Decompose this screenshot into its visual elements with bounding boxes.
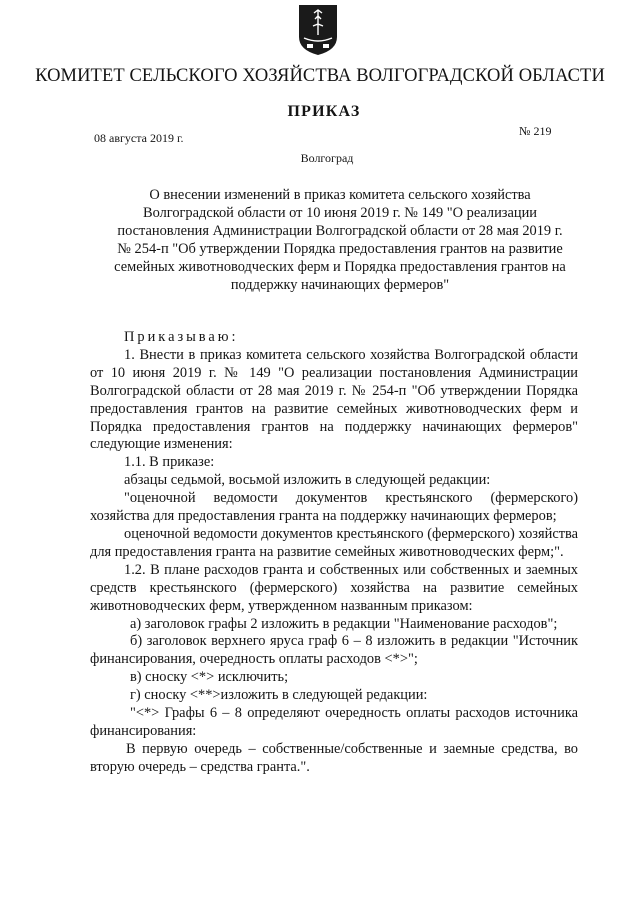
paragraph-1-1: 1.1. В приказе: <box>124 454 215 471</box>
paragraph-1-1-intro: абзацы седьмой, восьмой изложить в следующей редакции: <box>124 472 491 489</box>
quoted-item-1: "оценочной ведомости документов крестьянского (фермерского) хозяйства для предоставления гранта на поддержку начинающих фермеров; <box>90 490 578 525</box>
order-directive: Приказываю: <box>124 329 239 345</box>
order-subject <box>105 186 575 294</box>
subject-line: Волгоградской области от 10 июня 2019 г. № 149 "О реализации <box>143 205 537 221</box>
subject-line: О внесении изменений в приказ комитета сельского хозяйства <box>149 187 531 203</box>
subject-line: № 254-п "Об утверждении Порядка предоставления грантов на развитие <box>117 241 563 257</box>
subject-line: семейных животноводческих ферм и Порядка предоставления грантов на <box>114 259 566 275</box>
paragraph-1: 1. Внести в приказ комитета сельского хозяйства Волгоградской области от 10 июня 2019 г. № 149 "О реализации постановления Администрации Волгоградской области от 28 мая 2019 г. № 254-п "Об утверждении Порядка предоставления грантов на развитие семейных животноводческих ферм и Порядка предоставления грантов на поддержку начинающих фермеров" следующие изменения: <box>90 346 578 453</box>
order-date: 08 августа 2019 г. <box>94 131 184 145</box>
subject-line: поддержку начинающих фермеров" <box>230 277 450 293</box>
committee-name: КОМИТЕТ СЕЛЬСКОГО ХОЗЯЙСТВА ВОЛГОГРАДСКОЙ ОБЛАСТИ <box>35 66 605 86</box>
order-city: Волгоград <box>300 151 354 165</box>
subitem-g: г) сноску <**>изложить в следующей редакции: <box>130 687 428 704</box>
volgograd-emblem-icon <box>297 4 339 56</box>
footnote-order: В первую очередь – собственные/собственные и заемные средства, во вторую очередь – средства гранта.". <box>90 740 578 775</box>
footnote-text: "<*> Графы 6 – 8 определяют очередность оплаты расходов источника финансирования: <box>90 705 578 739</box>
subitem-v: в) сноску <*> исключить; <box>130 669 289 686</box>
quoted-item-2: оценочной ведомости документов крестьянского (фермерского) хозяйства для предоставления гранта на развитие семейных животноводческих ферм;". <box>90 525 578 560</box>
paragraph-1-2: 1.2. В плане расходов гранта и собственных или собственных и заемных средств крестьянского (фермерского) хозяйства на развитие семейных животноводческих ферм, утвержденном названным приказом: <box>90 561 578 614</box>
order-body <box>90 329 578 777</box>
subject-line: постановления Администрации Волгоградской области от 28 мая 2019 г. <box>117 223 563 239</box>
document-type: ПРИКАЗ <box>287 103 361 120</box>
order-number: № 219 <box>519 124 552 138</box>
subitem-b: б) заголовок верхнего яруса граф 6 – 8 изложить в редакции "Источник финансирования, очередность оплаты расходов <*>"; <box>90 633 578 668</box>
subitem-a: а) заголовок графы 2 изложить в редакции "Наименование расходов"; <box>130 615 558 632</box>
